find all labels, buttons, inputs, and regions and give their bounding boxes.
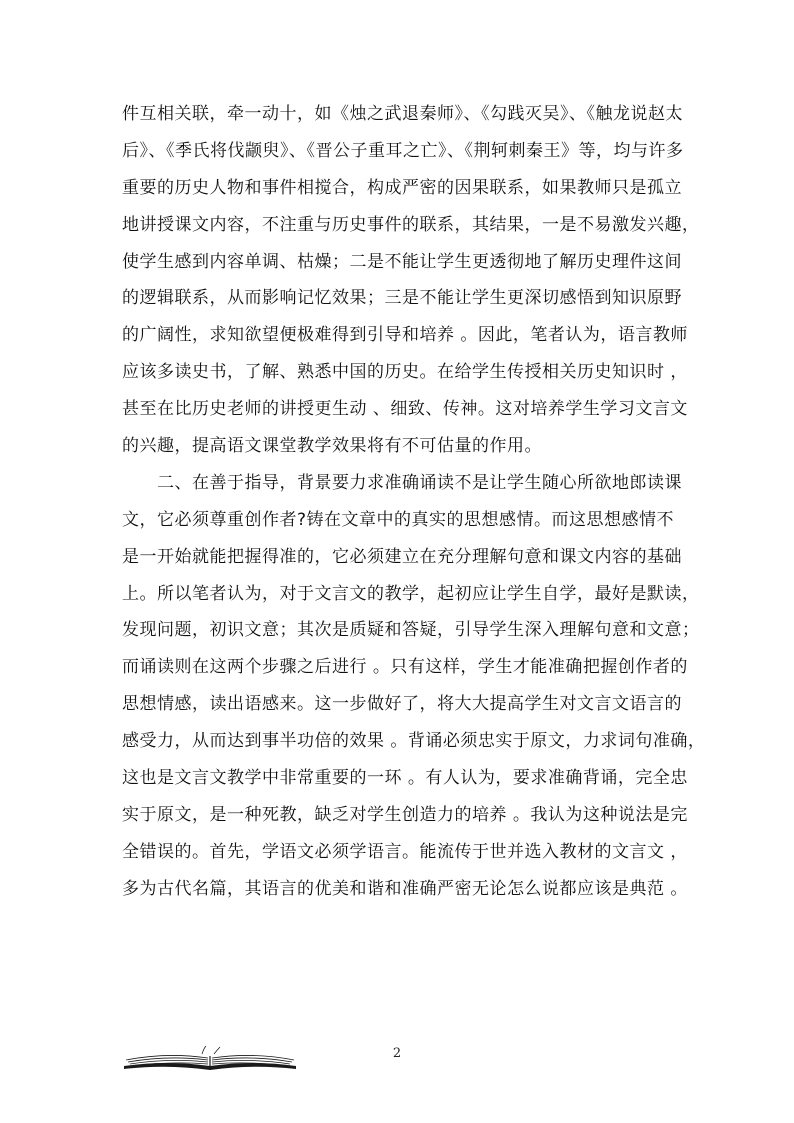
page-footer [0,1040,794,1080]
text-line: 多为古代名篇，其语言的优美和谐和准确严密无论怎么说都应该是典范 。 [122,878,688,899]
text-line: 的兴趣，提高语文课堂教学效果将有不可估量的作用。 [122,436,542,457]
text-line: 二、在善于指导，背景要力求准确诵读不是让学生随心所欲地郎读课 [122,472,682,493]
text-line: 而诵读则在这两个步骤之后进行 。只有这样，学生才能准确把握创作者的 [122,657,688,678]
text-line: 的广阔性，求知欲望便极难得到引导和培养 。因此，笔者认为，语言教师 [122,325,688,346]
text-line: 地讲授课文内容，不注重与历史事件的联系，其结果，一是不易激发兴趣， [122,214,700,235]
text-line: 应该多读史书，了解、熟悉中国的历史。在给学生传授相关历史知识时 ， [122,362,688,383]
text-line: 的逻辑联系，从而影响记忆效果；三是不能让学生更深切感悟到知识原野 [122,288,682,309]
text-line: 上。所以笔者认为，对于文言文的教学，起初应让学生自学，最好是默读， [122,583,700,604]
open-book-icon [122,1046,298,1072]
text-line: 文，它必须尊重创作者?铸在文章中的真实的思想感情。而这思想感情不 [122,509,675,530]
page-number: 2 [392,1046,402,1061]
body-text [122,96,706,908]
text-line: 全错误的。首先，学语文必须学语言。能流传于世并选入教材的文言文 ， [122,841,688,862]
text-line: 实于原文，是一种死教，缺乏对学生创造力的培养 。我认为这种说法是完 [122,804,688,825]
text-line: 件互相关联，牵一动十，如《烛之武退秦师》、《勾践灭吴》、《触龙说赵太 [122,104,683,124]
text-line: 发现问题，初识文意；其次是质疑和答疑，引导学生深入理解句意和文意； [122,620,700,641]
text-line: 使学生感到内容单调、枯燥；二是不能让学生更透彻地了解历史理件这间 [122,251,682,272]
text-line: 甚至在比历史老师的讲授更生动 、细致、传神。这对培养学生学习文言文 [122,399,688,420]
text-line: 后》、《季氏将伐颛臾》、《晋公子重耳之亡》、《荆轲刺秦王》等，均与许多 [122,140,684,161]
text-line: 重要的历史人物和事件相搅合，构成严密的因果联系，如果教师只是孤立 [122,177,682,198]
text-line: 思想情感，读出语感来。这一步做好了，将大大提高学生对文言文语言的 [122,694,682,715]
text-line: 感受力，从而达到事半功倍的效果 。背诵必须忠实于原文，力求词句准确， [122,731,706,752]
text-line: 这也是文言文教学中非常重要的一环 。有人认为，要求准确背诵，完全忠 [122,768,688,789]
text-line: 是一开始就能把握得准的，它必须建立在充分理解句意和课文内容的基础 [122,546,682,567]
